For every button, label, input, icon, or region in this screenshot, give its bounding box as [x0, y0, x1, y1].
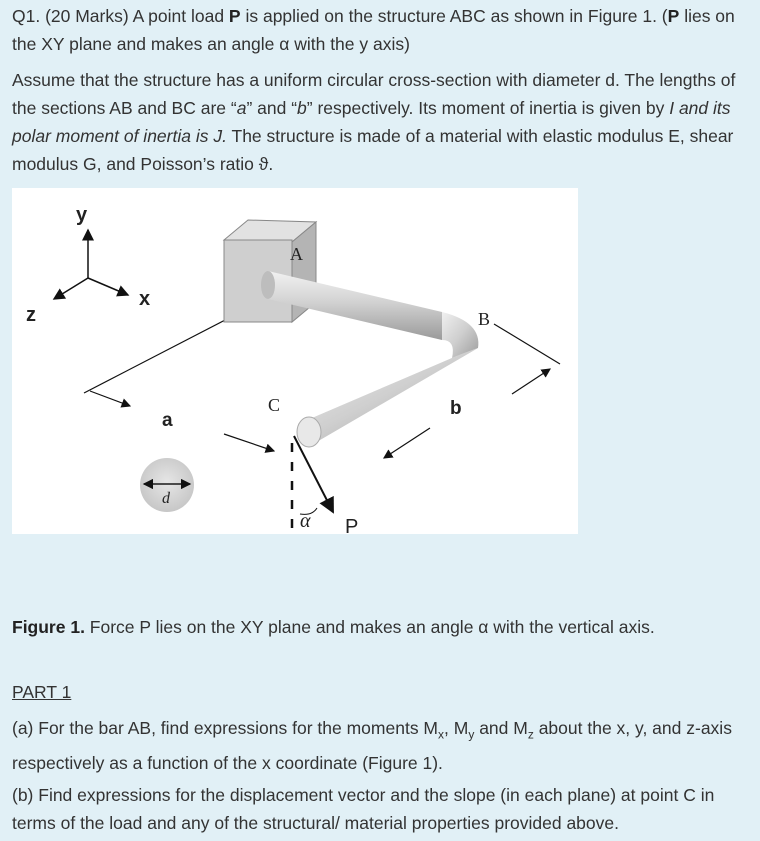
dim-b-label: b: [450, 398, 462, 419]
axis-y-label: y: [76, 204, 88, 226]
bar-bc: [268, 348, 478, 447]
question-statement: Q1. (20 Marks) A point load P is applied on the structure ABC as shown in Figure 1. (P lies on the XY plane and makes an angle α with the y axis): [12, 6, 735, 54]
dimension-a: [84, 300, 298, 451]
load-symbol: P: [228, 6, 241, 26]
assumption-paragraph: Assume that the structure has a uniform circular cross-section with diameter d. The lengths of the sections AB and BC are “a” and “b” respectively. Its moment of inertia is given by I and its polar moment of inertia is J. The structure is made of a material with elastic modulus E, shear modulus G, and Poisson’s ratio ϑ.: [12, 70, 736, 174]
inertia-text: I and its polar moment of inertia is J.: [12, 98, 731, 146]
axis-x-label: x: [139, 288, 151, 310]
figure-caption: Figure 1. Force P lies on the XY plane and makes an angle α with the vertical axis.: [12, 617, 655, 637]
question-a: (a) For the bar AB, find expressions for the moments $M_x$, $M_y$ and $M_z$ about the x, y, and z-axis respectively as a function of the x coordinate (Figure 1).: [12, 718, 732, 773]
load-arrow: [292, 436, 358, 534]
axis-z-label: z: [26, 304, 36, 326]
point-b-label: B: [478, 309, 491, 329]
figure-1: [12, 188, 578, 534]
dim-a-label: a: [162, 410, 173, 431]
angle-alpha-label: α: [300, 510, 311, 532]
point-a-label: A: [290, 244, 303, 264]
point-c-label: C: [268, 395, 281, 415]
load-p-label: P: [345, 516, 359, 534]
part-1-heading: PART 1: [12, 682, 72, 702]
cross-section: [140, 458, 194, 512]
load-symbol: P: [667, 6, 680, 26]
axis-triad: [26, 204, 150, 326]
question-b: (b) Find expressions for the displacement vector and the slope (in each plane) at point C in terms of the load and any of the structural/ material properties provided above.: [12, 785, 715, 833]
dim-d-label: d: [162, 490, 170, 507]
